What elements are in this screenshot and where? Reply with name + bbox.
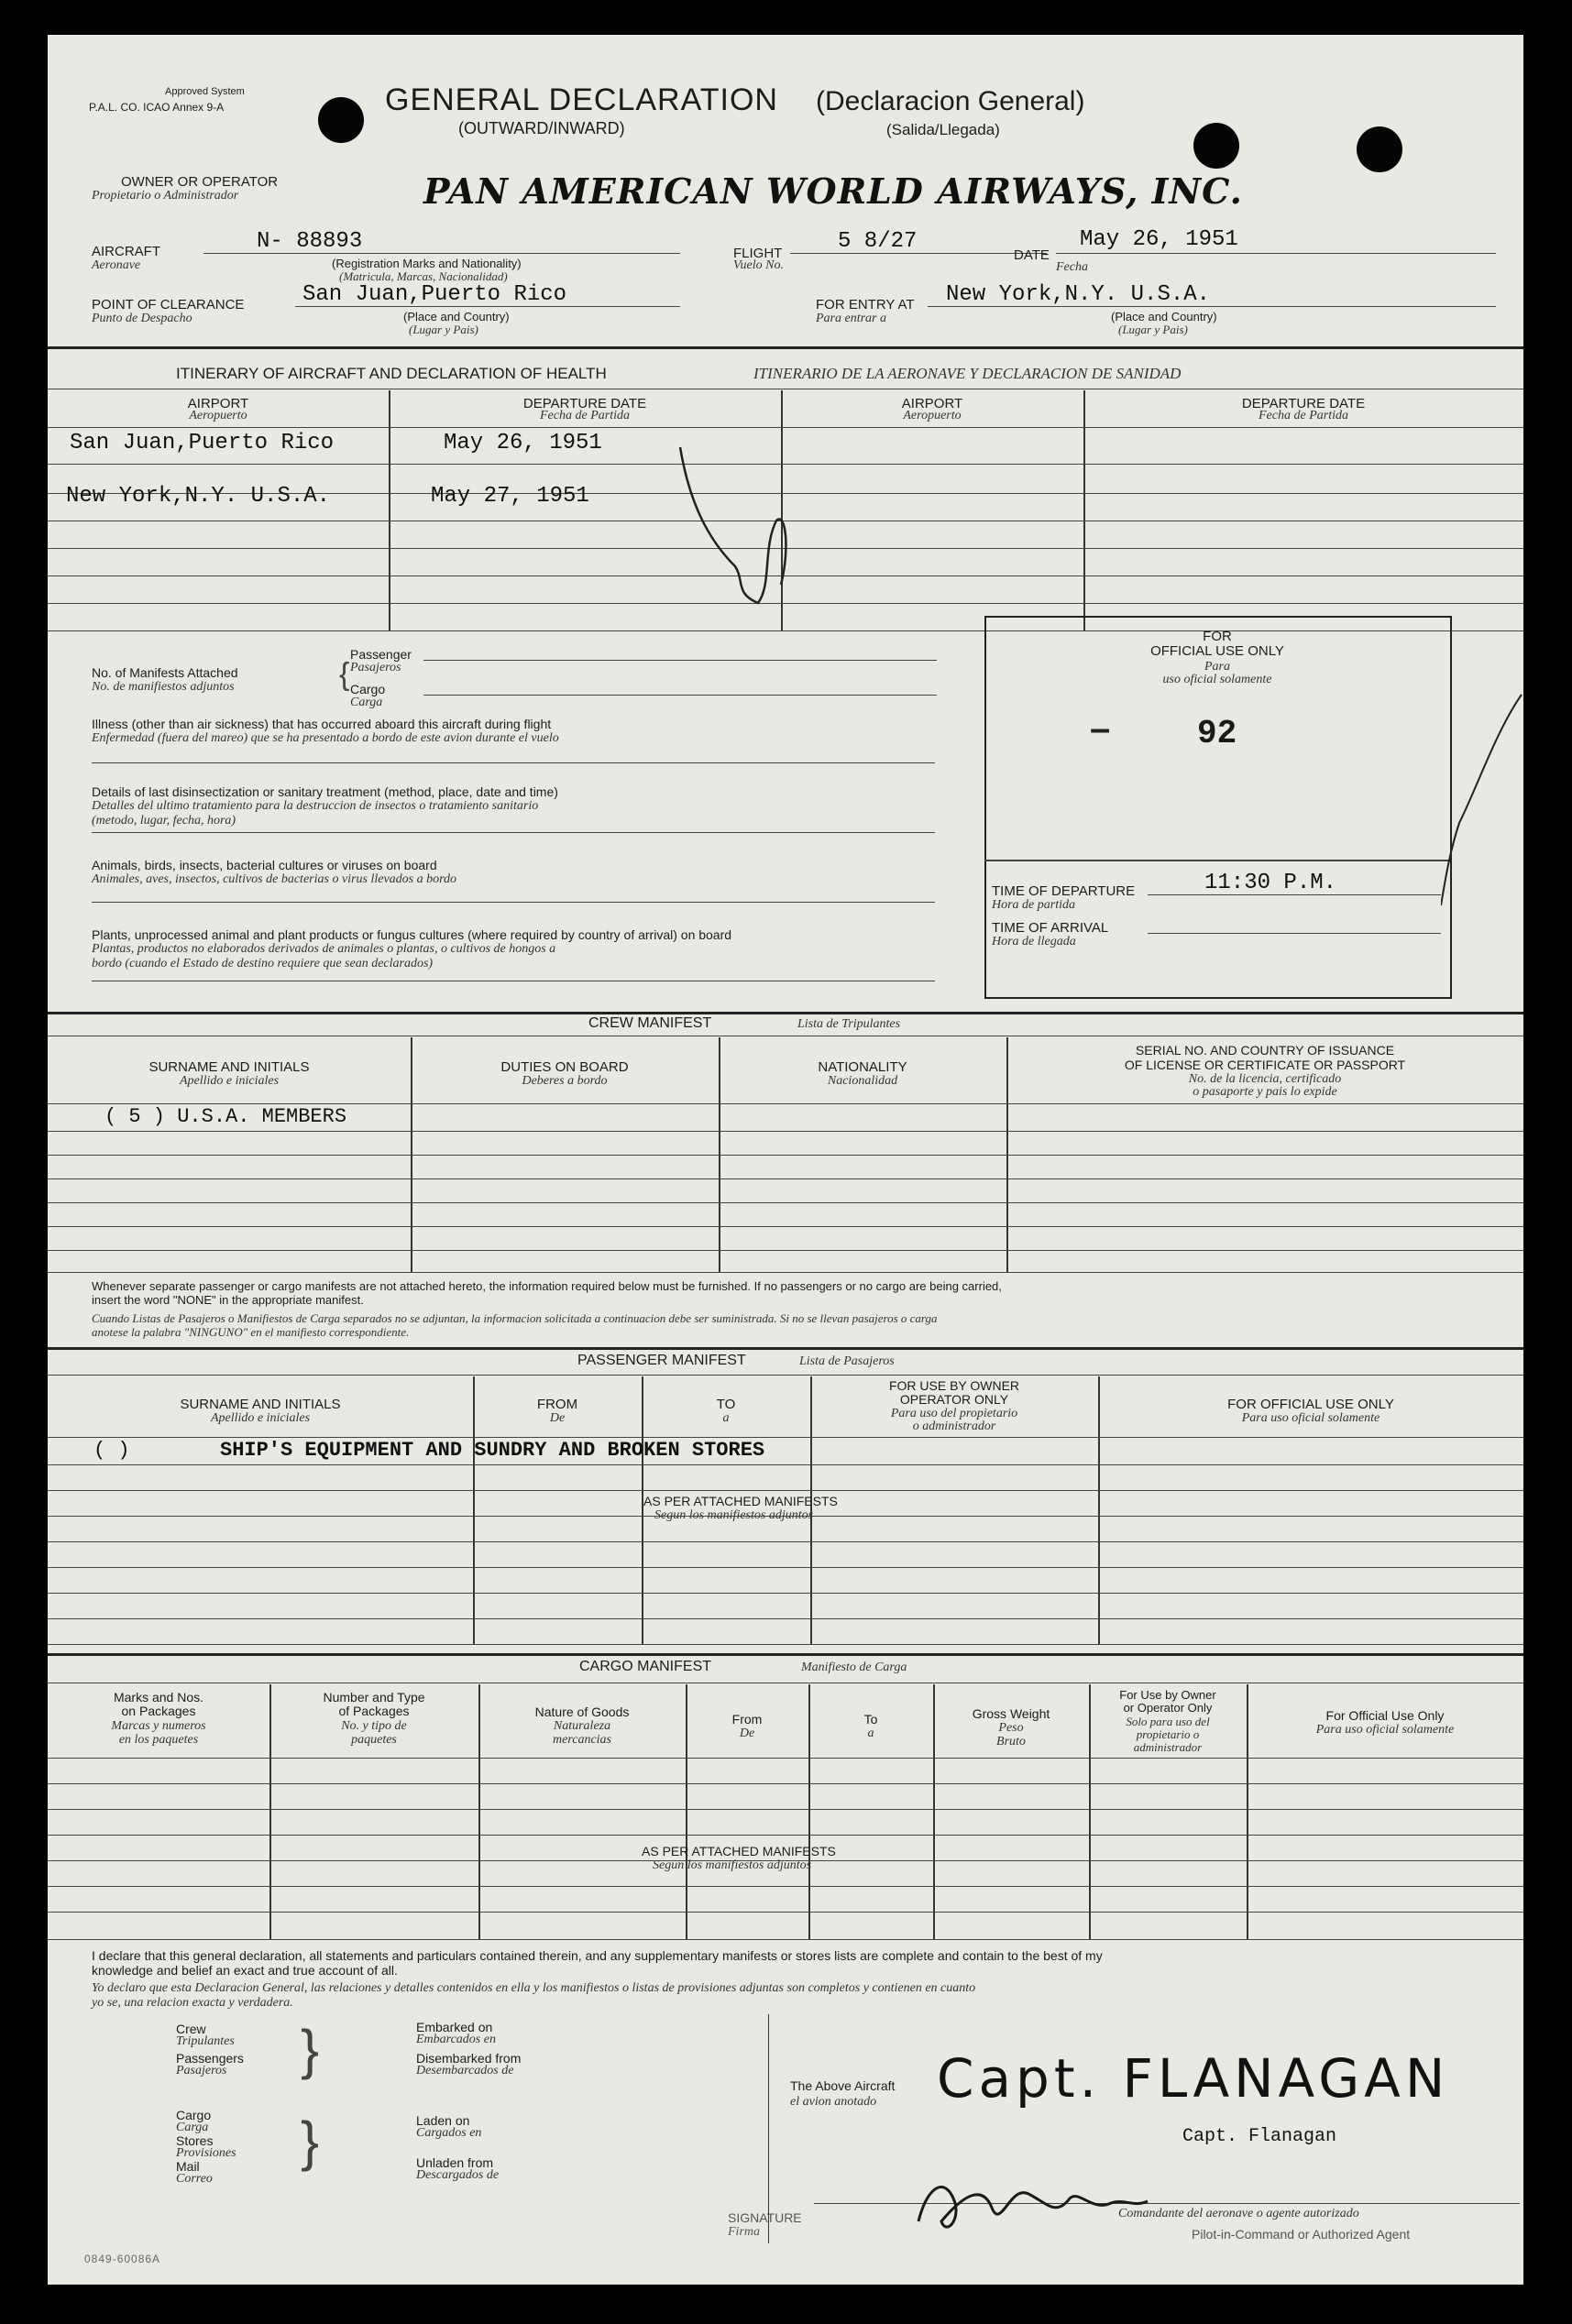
official-stamp-number: 92 <box>1197 715 1237 752</box>
signature-label: SIGNATURE <box>728 2210 802 2225</box>
cargo-col-owner: For Use by Owner <box>1119 1688 1216 1702</box>
animals-label-es: Animales, aves, insectos, cultivos de bacterias o virus llevados a bordo <box>92 872 457 886</box>
form-number: 0849-60086A <box>84 2253 161 2265</box>
cargo-col-official: For Official Use Only <box>1325 1708 1445 1723</box>
cargo-col-official-es: Para uso oficial solamente <box>1315 1723 1455 1737</box>
signature-label-es: Firma <box>728 2225 760 2239</box>
departure-time-value: 11:30 P.M. <box>1204 871 1337 895</box>
summary-stores: Stores <box>176 2133 214 2148</box>
handwritten-signature: Capt. FLANAGAN <box>937 2047 1450 2110</box>
summary-mail-es: Correo <box>176 2172 213 2186</box>
cargo-attached: AS PER ATTACHED MANIFESTS <box>642 1844 836 1858</box>
crew-col-nationality-es: Nacionalidad <box>827 1074 898 1088</box>
cargo-col-number: Number and Type <box>323 1690 425 1705</box>
declaration-en: I declare that this general declaration, all statements and particulars contained therein, and any supplementary manifests or stores lists are complete and contain to the best of my <box>92 1948 1103 1963</box>
passenger-col-to: TO <box>716 1397 736 1412</box>
manifests-cargo: Cargo <box>350 682 386 696</box>
itinerary-col-airport-es: Aeropuerto <box>189 409 247 422</box>
manifests-cargo-es: Carga <box>350 696 383 709</box>
crew-col-serial-es: No. de la licencia, certificado <box>1188 1072 1342 1086</box>
cargo-col-weight-es-2: Bruto <box>996 1735 1026 1748</box>
flight-label-es: Vuelo No. <box>733 258 784 272</box>
cargo-col-marks-es: Marcas y numeros <box>111 1719 206 1733</box>
departure-time-label-es: Hora de partida <box>992 898 1075 912</box>
passenger-col-to-es: a <box>722 1411 730 1425</box>
entry-label: FOR ENTRY AT <box>816 297 915 312</box>
official-for: FOR <box>1203 629 1232 644</box>
clearance-sub: (Place and Country) <box>403 310 510 323</box>
form-reference: P.A.L. CO. ICAO Annex 9-A <box>89 101 225 114</box>
passenger-title: PASSENGER MANIFEST <box>577 1353 746 1368</box>
summary-disembarked-es: Desembarcados de <box>416 2064 514 2077</box>
signature-above: The Above Aircraft <box>790 2078 896 2093</box>
pen-mark <box>1441 676 1523 915</box>
passenger-title-es: Lista de Pasajeros <box>799 1354 895 1368</box>
cargo-col-number-es-2: paquetes <box>351 1733 397 1747</box>
form-title: GENERAL DECLARATION <box>385 82 778 117</box>
passenger-col-owner: FOR USE BY OWNER <box>888 1378 1020 1393</box>
date-label-es: Fecha <box>1056 260 1088 274</box>
official-use-label: OFFICIAL USE ONLY <box>1150 643 1284 659</box>
signature-role: Pilot-in-Command or Authorized Agent <box>1192 2227 1411 2242</box>
cargo-col-from-es: De <box>739 1727 755 1740</box>
owner-value: PAN AMERICAN WORLD AIRWAYS, INC. <box>423 170 1243 212</box>
cargo-col-weight-es: Peso <box>998 1721 1024 1735</box>
summary-unladen-es: Descargados de <box>416 2168 500 2182</box>
passenger-entry: SHIP'S EQUIPMENT AND SUNDRY AND BROKEN STORES <box>220 1439 765 1462</box>
clearance-label-es: Punto de Despacho <box>92 312 192 325</box>
note-en-2: insert the word "NONE" in the appropriate manifest. <box>92 1293 364 1307</box>
passenger-col-owner-2: OPERATOR ONLY <box>899 1392 1009 1407</box>
cargo-col-marks-2: on Packages <box>121 1704 196 1718</box>
crew-col-duties-es: Deberes a bordo <box>522 1074 608 1088</box>
crew-col-name-es: Apellido e iniciales <box>179 1074 280 1088</box>
form-title-es: (Declaracion General) <box>816 86 1085 116</box>
itinerary-col-departure-es: Fecha de Partida <box>540 409 630 422</box>
manifests-label: No. of Manifests Attached <box>92 665 238 680</box>
plants-label-es: Plantas, productos no elaborados derivados de animales o plantas, o cultivos de hongos a <box>92 942 556 956</box>
aircraft-value: N- 88893 <box>257 229 363 254</box>
crew-col-nationality: NATIONALITY <box>818 1059 907 1075</box>
cargo-col-from: From <box>731 1712 763 1727</box>
summary-crew-es: Tripulantes <box>176 2034 235 2048</box>
itinerary-col-airport-2: AIRPORT <box>901 396 963 411</box>
owner-label: OWNER OR OPERATOR <box>121 174 279 190</box>
punch-hole <box>1357 126 1402 172</box>
cargo-title-es: Manifiesto de Carga <box>801 1661 907 1674</box>
disinsection-label-es-2: (metodo, lugar, fecha, hora) <box>92 814 236 828</box>
official-use-es-2: uso oficial solamente <box>1162 673 1272 686</box>
disinsection-label-es: Detalles del ultimo tratamiento para la destruccion de insectos o tratamiento sanitario <box>92 799 539 813</box>
entry-sub-es: (Lugar y Pais) <box>1118 323 1188 336</box>
itinerary-row-airport: New York,N.Y. U.S.A. <box>66 484 331 509</box>
note-es: Cuando Listas de Pasajeros o Manifiestos de Carga separados no se adjuntan, la informacion solicitada a continuacion debe ser suministrada. Si no se llevan pasajeros o carga <box>92 1311 938 1325</box>
cargo-title: CARGO MANIFEST <box>579 1659 712 1674</box>
departure-time-label: TIME OF DEPARTURE <box>992 883 1136 899</box>
declaration-es: Yo declaro que esta Declaracion General, las relaciones y detalles contenidos en ella y los manifiestos o listas de provisiones adjuntas son completos y contienen en cuanto <box>92 1981 976 1995</box>
summary-laden-es: Cargados en <box>416 2126 482 2140</box>
owner-label-es: Propietario o Administrador <box>92 189 239 203</box>
summary-unladen: Unladen from <box>416 2155 494 2170</box>
itinerary-row-date: May 26, 1951 <box>444 431 602 455</box>
crew-col-serial: SERIAL NO. AND COUNTRY OF ISSUANCE <box>1135 1043 1395 1058</box>
aircraft-label-es: Aeronave <box>92 258 141 272</box>
summary-mail: Mail <box>176 2159 200 2174</box>
cargo-col-nature-es-2: mercancias <box>552 1733 612 1747</box>
passenger-col-from-es: De <box>549 1411 566 1425</box>
typed-name: Capt. Flanagan <box>1182 2126 1337 2147</box>
crew-col-serial-2: OF LICENSE OR CERTIFICATE OR PASSPORT <box>1124 1058 1406 1072</box>
itinerary-col-airport-2-es: Aeropuerto <box>903 409 962 422</box>
summary-cargo-es: Carga <box>176 2121 209 2134</box>
cargo-col-nature-es: Naturaleza <box>553 1719 611 1733</box>
itinerary-title: ITINERARY OF AIRCRAFT AND DECLARATION OF HEALTH <box>176 365 607 382</box>
manifests-passenger-es: Pasajeros <box>350 661 401 674</box>
cargo-col-weight: Gross Weight <box>972 1706 1050 1721</box>
passenger-col-official: FOR OFFICIAL USE ONLY <box>1227 1397 1394 1412</box>
flight-value: 5 8/27 <box>838 229 918 254</box>
passenger-attached: AS PER ATTACHED MANIFESTS <box>643 1494 838 1508</box>
flight-label: FLIGHT <box>733 246 783 261</box>
passenger-col-owner-es: Para uso del propietario <box>890 1407 1018 1420</box>
passenger-col-name-es: Apellido e iniciales <box>210 1411 311 1425</box>
cargo-col-marks: Marks and Nos. <box>113 1690 204 1705</box>
plants-label: Plants, unprocessed animal and plant products or fungus cultures (where required by country of arrival) on board <box>92 927 732 942</box>
signature-scrawl <box>909 2166 1166 2240</box>
itinerary-col-departure-2: DEPARTURE DATE <box>1241 396 1366 411</box>
summary-laden: Laden on <box>416 2113 470 2128</box>
clearance-sub-es: (Lugar y Pais) <box>409 323 478 336</box>
manifests-label-es: No. de manifiestos adjuntos <box>92 680 235 694</box>
cargo-col-marks-es-2: en los paquetes <box>118 1733 199 1747</box>
crew-title: CREW MANIFEST <box>588 1015 712 1031</box>
aircraft-sub: (Registration Marks and Nationality) <box>332 257 522 270</box>
disinsection-label: Details of last disinsectization or sanitary treatment (method, place, date and time) <box>92 784 558 799</box>
arrival-time-label-es: Hora de llegada <box>992 935 1076 948</box>
cargo-attached-es: Segun los manifiestos adjuntos <box>653 1858 812 1872</box>
punch-hole <box>1193 123 1239 169</box>
passenger-col-official-es: Para uso oficial solamente <box>1241 1411 1380 1425</box>
note-es-2: anotese la palabra "NINGUNO" en el manifiesto correspondiente. <box>92 1325 410 1339</box>
official-use-es: Para <box>1204 660 1230 674</box>
form-subtitle: (OUTWARD/INWARD) <box>458 119 625 137</box>
crew-title-es: Lista de Tripulantes <box>797 1017 901 1031</box>
signature-above-es: el avion anotado <box>790 2095 877 2109</box>
cargo-col-to: To <box>863 1712 878 1727</box>
pen-mark <box>607 429 827 649</box>
summary-cargo: Cargo <box>176 2108 212 2122</box>
note-en: Whenever separate passenger or cargo manifests are not attached hereto, the information required below must be furnished. If no passengers or no cargo are being carried, <box>92 1279 1002 1293</box>
itinerary-col-departure-2-es: Fecha de Partida <box>1259 409 1348 422</box>
entry-value: New York,N.Y. U.S.A. <box>946 282 1211 307</box>
brace-icon: { <box>339 657 350 692</box>
summary-embarked: Embarked on <box>416 2020 493 2034</box>
declaration-en-2: knowledge and belief an exact and true account of all. <box>92 1963 398 1978</box>
summary-passengers-es: Pasajeros <box>176 2064 227 2077</box>
cargo-col-owner-2: or Operator Only <box>1123 1701 1213 1715</box>
stamp-mark: – <box>1090 708 1111 749</box>
crew-col-name: SURNAME AND INITIALS <box>148 1059 310 1075</box>
itinerary-col-departure: DEPARTURE DATE <box>522 396 647 411</box>
cargo-col-number-2: of Packages <box>338 1704 410 1718</box>
passenger-entry-paren: ( ) <box>93 1439 130 1462</box>
entry-label-es: Para entrar a <box>816 312 886 325</box>
declaration-es-2: yo se, una relacion exacta y verdadera. <box>92 1996 293 2010</box>
itinerary-row-date: May 27, 1951 <box>431 484 589 509</box>
illness-label-es: Enfermedad (fuera del mareo) que se ha presentado a bordo de este avion durante el vuelo <box>92 731 559 745</box>
brace-icon: } <box>301 2019 320 2080</box>
cargo-col-owner-es-2: propietario o <box>1136 1727 1200 1741</box>
entry-sub: (Place and Country) <box>1111 310 1217 323</box>
itinerary-title-es: ITINERARIO DE LA AERONAVE Y DECLARACION DE SANIDAD <box>753 365 1182 382</box>
passenger-col-name: SURNAME AND INITIALS <box>180 1397 341 1412</box>
date-value: May 26, 1951 <box>1080 227 1238 252</box>
aircraft-sub-es: (Matricula, Marcas, Nacionalidad) <box>339 269 508 283</box>
crew-col-duties: DUTIES ON BOARD <box>500 1059 629 1075</box>
cargo-col-nature: Nature of Goods <box>534 1705 630 1719</box>
date-label: DATE <box>1014 247 1050 263</box>
plants-label-es-2: bordo (cuando el Estado de destino requiere que sean declarados) <box>92 957 434 970</box>
summary-disembarked: Disembarked from <box>416 2051 522 2066</box>
cargo-col-owner-es: Solo para uso del <box>1126 1715 1210 1728</box>
cargo-col-owner-es-3: administrador <box>1133 1740 1203 1754</box>
form-system: Approved System <box>165 86 245 97</box>
itinerary-col-airport: AIRPORT <box>187 396 249 411</box>
illness-label: Illness (other than air sickness) that has occurred aboard this aircraft during flight <box>92 717 552 731</box>
cargo-col-to-es: a <box>867 1727 874 1740</box>
summary-stores-es: Provisiones <box>176 2146 236 2160</box>
form-subtitle-es: (Salida/Llegada) <box>886 121 1000 138</box>
crew-col-serial-es-2: o pasaporte y pais lo expide <box>1193 1085 1337 1099</box>
clearance-value: San Juan,Puerto Rico <box>302 282 567 307</box>
passenger-attached-es: Segun los manifiestos adjuntos <box>654 1508 814 1522</box>
aircraft-label: AIRCRAFT <box>92 244 160 259</box>
passenger-col-from: FROM <box>536 1397 578 1412</box>
clearance-label: POINT OF CLEARANCE <box>92 297 245 312</box>
passenger-col-owner-es-2: o administrador <box>912 1420 996 1433</box>
summary-crew: Crew <box>176 2022 206 2036</box>
punch-hole <box>318 97 364 143</box>
cargo-col-number-es: No. y tipo de <box>341 1719 407 1733</box>
arrival-time-label: TIME OF ARRIVAL <box>992 920 1109 936</box>
crew-entry: ( 5 ) U.S.A. MEMBERS <box>104 1105 347 1128</box>
animals-label: Animals, birds, insects, bacterial cultures or viruses on board <box>92 858 437 872</box>
summary-embarked-es: Embarcados en <box>416 2033 496 2046</box>
signature-role-es: Comandante del aeronave o agente autorizado <box>1118 2207 1359 2220</box>
document-sheet <box>48 35 1523 2285</box>
brace-icon: } <box>301 2110 320 2172</box>
manifests-passenger: Passenger <box>350 647 412 662</box>
summary-passengers: Passengers <box>176 2051 244 2066</box>
itinerary-row-airport: San Juan,Puerto Rico <box>70 431 335 455</box>
